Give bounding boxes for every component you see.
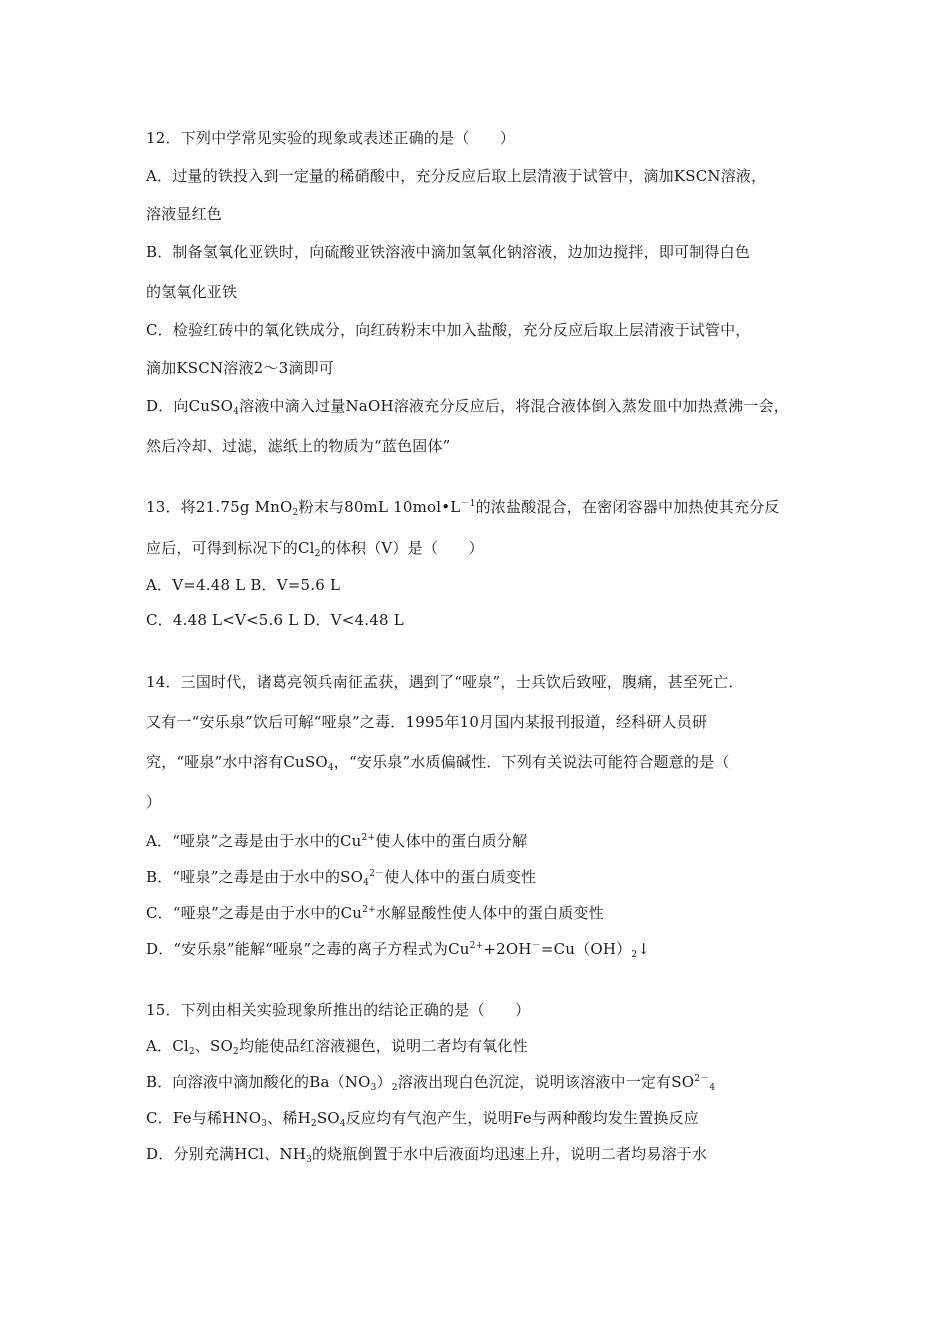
q13-options-cd: C．4.48 L<V<5.6 L D．V<4.48 L <box>146 611 404 629</box>
q13-options-ab: A．V=4.48 L B．V=5.6 L <box>146 576 341 594</box>
q14-stem-line4: ） <box>146 793 162 811</box>
q12-option-b-line1: B．制备氢氧化亚铁时，向硫酸亚铁溶液中滴加氢氧化钠溶液，边加边搅拌，即可制得白色 <box>146 243 751 261</box>
q13-stem-line2: 应后，可得到标况下的$Cl_2$的体积（V）是（ ） <box>146 539 484 559</box>
q15-option-d: D．分别充满HCl、$NH_3$的烧瓶倒置于水中后液面均迅速上升，说明二者均易溶于水 <box>146 1145 708 1165</box>
q12-option-c-line2: 滴加KSCN溶液2～3滴即可 <box>146 359 334 377</box>
q14-option-a: A．“哑泉”之毒是由于水中的$Cu^{2+}$使人体中的蛋白质分解 <box>146 832 528 850</box>
q15-option-c: C．Fe与稀$HNO_3$、稀$H_2SO_4$反应均有气泡产生，说明Fe与两种酸均发生置换反应 <box>146 1109 700 1129</box>
q12-option-c-line1: C．检验红砖中的氧化铁成分，向红砖粉末中加入盐酸，充分反应后取上层清液于试管中， <box>146 321 751 339</box>
q12-option-a-line2: 溶液显红色 <box>146 205 223 223</box>
q12-stem: 12．下列中学常见实验的现象或表述正确的是（ ） <box>146 129 516 147</box>
q12-option-a-line1: A．过量的铁投入到一定量的稀硝酸中，充分反应后取上层清液于试管中，滴加KSCN溶液， <box>146 167 767 185</box>
q13-stem-line1: 13．将21.75g MnO$_2$粉末与80mL $10mol•L^{-1}$的浓盐酸混合，在密闭容器中加热使其充分反 <box>146 498 780 518</box>
q15-option-a: A．$Cl_2$、$SO_2$均能使品红溶液褪色，说明二者均有氧化性 <box>146 1037 528 1057</box>
q14-stem-line2: 又有一“安乐泉”饮后可解“哑泉”之毒．1995年10月国内某报刊报道，经科研人员研 <box>146 713 708 731</box>
q14-option-c: C．“哑泉”之毒是由于水中的$Cu^{2+}$水解显酸性使人体中的蛋白质变性 <box>146 904 604 922</box>
q15-stem: 15．下列由相关实验现象所推出的结论正确的是（ ） <box>146 1001 531 1019</box>
q12-option-d-line1: D．向CuSO$_4$溶液中滴入过量NaOH溶液充分反应后，将混合液体倒入蒸发皿中加热煮沸一会， <box>146 397 789 417</box>
q12-option-d-line2: 然后冷却、过滤，滤纸上的物质为“蓝色固体” <box>146 437 451 455</box>
q14-stem-line3: 究，“哑泉”水中溶有CuSO$_4$，“安乐泉”水质偏碱性．下列有关说法可能符合题意的是（ <box>146 753 730 773</box>
q15-option-b: B．向溶液中滴加酸化的$Ba(NO_3)_2$溶液出现白色沉淀，说明该溶液中一定有$SO^{2-}_4$ <box>146 1073 716 1093</box>
q14-option-d: D．“安乐泉”能解“哑泉”之毒的离子方程式为$Cu^{2+}+2OH^-=Cu(OH)_2↓$ <box>146 940 651 960</box>
q14-stem-line1: 14．三国时代，诸葛亮领兵南征孟获，遇到了“哑泉”，士兵饮后致哑，腹痛，甚至死亡． <box>146 673 744 691</box>
q14-option-b: B．“哑泉”之毒是由于水中的$SO_4^{2-}$使人体中的蛋白质变性 <box>146 868 537 888</box>
q12-option-b-line2: 的氢氧化亚铁 <box>146 283 238 301</box>
